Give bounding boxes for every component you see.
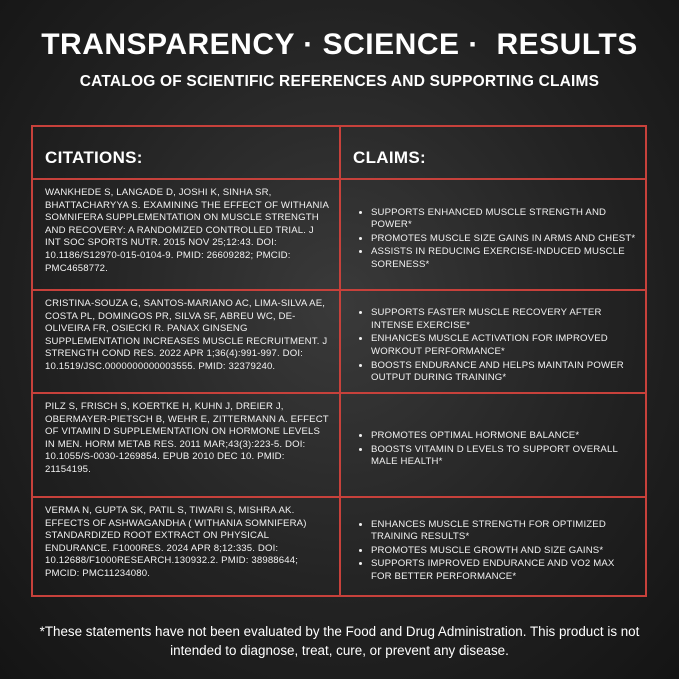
fda-disclaimer: *These statements have not been evaluated by the Food and Drug Administration. This product is not intended to diagnose, treat, cure, or prevent any disease. [39, 624, 640, 658]
claim-item: • ASSISTS IN REDUCING EXERCISE-INDUCED MUSCLE SORENESS* [371, 246, 637, 271]
claims-list [359, 430, 637, 470]
claim-item: • SUPPORTS IMPROVED ENDURANCE AND VO2 MAX FOR BETTER PERFORMANCE* [371, 558, 637, 583]
citation-cell: WANKHEDE S, LANGADE D, JOSHI K, SINHA SR, BHATTACHARYYA S. EXAMINING THE EFFECT OF WITHANIA SOMNIFERA SUPPLEMENTATION ON MUSCLE STRENGTH AND RECOVERY: A RANDOMIZED CONTROLLED TRIAL. J INT SOC SPORTS NUTR. 2015 NOV 25;12:43. DOI: 10.1186/S12970-015-0104-9. PMID: 26609282; PMCID: PMC4658772. [33, 180, 341, 291]
citation-cell: VERMA N, GUPTA SK, PATIL S, TIWARI S, MISHRA AK. EFFECTS OF ASHWAGANDHA ( WITHANIA SOMNIFERA) STANDARDIZED ROOT EXTRACT ON PHYSICAL ENDURANCE. F1000RES. 2024 APR 8;12:335. DOI: 10.12688/F1000RESEARCH.130932.2. PMID: 38988644; PMCID: PMC11234080. [33, 498, 341, 595]
claims-header: CLAIMS: [341, 127, 645, 180]
claims-cell [341, 180, 645, 291]
claims-cell [341, 291, 645, 394]
claim-item: • PROMOTES OPTIMAL HORMONE BALANCE* [371, 430, 637, 443]
citations-claims-table [31, 125, 647, 597]
claims-list [359, 307, 637, 386]
claim-item: • PROMOTES MUSCLE GROWTH AND SIZE GAINS* [371, 545, 637, 558]
claims-cell [341, 394, 645, 498]
claim-item: • ENHANCES MUSCLE STRENGTH FOR OPTIMIZED TRAINING RESULTS* [371, 519, 637, 544]
claims-list [359, 519, 637, 585]
claims-list [359, 207, 637, 273]
claim-item: • SUPPORTS ENHANCED MUSCLE STRENGTH AND POWER* [371, 207, 637, 232]
page-title: TRANSPARENCY · SCIENCE · RESULTS [41, 28, 638, 61]
claim-item: • PROMOTES MUSCLE SIZE GAINS IN ARMS AND CHEST* [371, 233, 637, 246]
claim-item: • ENHANCES MUSCLE ACTIVATION FOR IMPROVED WORKOUT PERFORMANCE* [371, 333, 637, 358]
page-subtitle: CATALOG OF SCIENTIFIC REFERENCES AND SUPPORTING CLAIMS [79, 73, 600, 90]
claim-item: • BOOSTS ENDURANCE AND HELPS MAINTAIN POWER OUTPUT DURING TRAINING* [371, 360, 637, 385]
citation-cell: CRISTINA-SOUZA G, SANTOS-MARIANO AC, LIMA-SILVA AE, COSTA PL, DOMINGOS PR, SILVA SF, ABREU WC, DE-OLIVEIRA FR, OSIECKI R. PANAX GINSENG SUPPLEMENTATION INCREASES MUSCLE RECRUITMENT. J STRENGTH COND RES. 2022 APR 1;36(4):991-997. DOI: 10.1519/JSC.0000000000003555. PMID: 32379240. [33, 291, 341, 394]
citations-header: CITATIONS: [33, 127, 341, 180]
claim-item: • SUPPORTS FASTER MUSCLE RECOVERY AFTER INTENSE EXERCISE* [371, 307, 637, 332]
claims-cell [341, 498, 645, 595]
citation-cell: PILZ S, FRISCH S, KOERTKE H, KUHN J, DREIER J, OBERMAYER-PIETSCH B, WEHR E, ZITTERMANN A. EFFECT OF VITAMIN D SUPPLEMENTATION ON HORMONE LEVELS IN MEN. HORM METAB RES. 2011 MAR;43(3):223-5. DOI: 10.1055/S-0030-1269854. EPUB 2010 DEC 10. PMID: 21154195. [33, 394, 341, 498]
claim-item: • BOOSTS VITAMIN D LEVELS TO SUPPORT OVERALL MALE HEALTH* [371, 444, 637, 469]
